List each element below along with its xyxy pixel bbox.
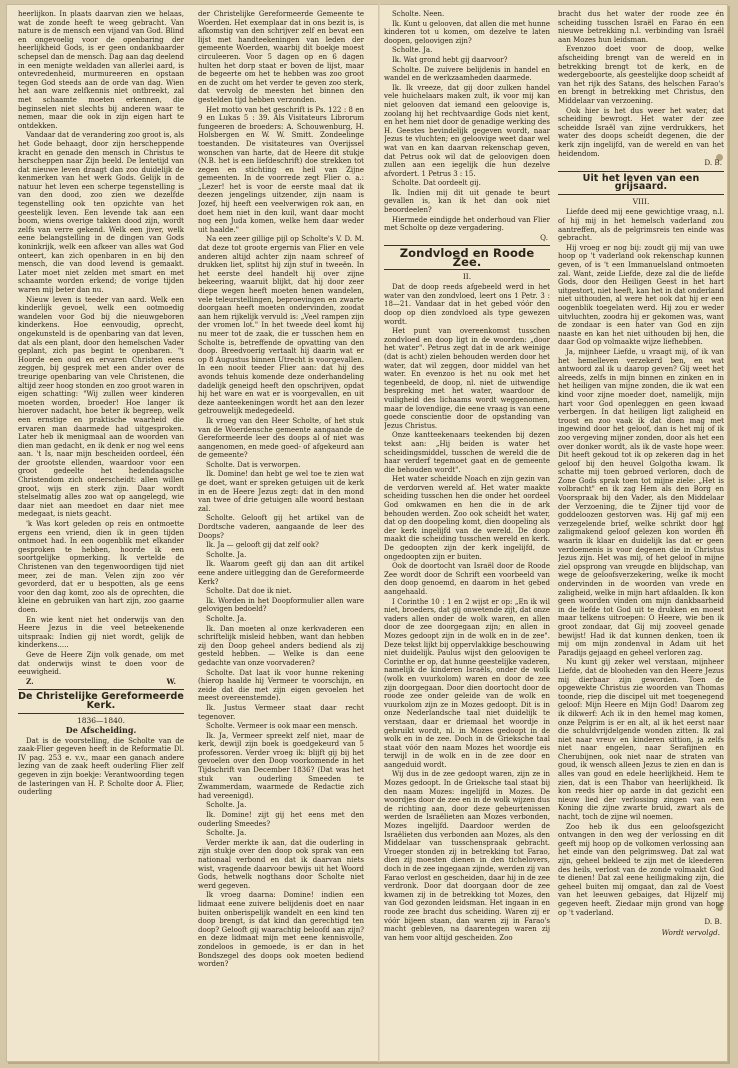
signature-left: Z. <box>26 676 34 686</box>
article-paragraph: Ook de doortocht van Israël door de Roode Zee wordt door de Schrift een voorbeeld van den doop genoemd, en daarom in het gebed aangehaald. <box>384 562 550 596</box>
page-fold <box>378 4 380 1062</box>
section-divider <box>18 713 184 714</box>
dialogue-line: Ik. Ik vreeze, dat gij door zulken handel vele huichelaars maken zult, ik voor mij kan niet gelooven dat iemand een geloovige is, zoolang hij het rechtvaardige Gods niet kent, en het hem niet door de genadige werking des H. Geestes bevindelijk gegeven wordt, naar Jezus te vluchten; en geloovige weet daar wel wat van en kan daarvan rekenschap geven, dat Petrus ook wil dat de geloovigen doen zullen aan een iegelijk die hun dezelve afvordert. 1 Petrus 3 : 15. <box>384 83 550 178</box>
dialogue-line: Ik. Worden in het Doopformulier allen ware gelovigen bedoeld? <box>198 596 364 614</box>
article-paragraph: Na een zeer gillige pijl op Scholte's V. D. M. dat deze tot groote ergernis van Flier en vele anderen altijd achter zijn naam schreef of drukken liet, splitst hij zijn stuf in tweeën. In het eerste deel handelt hij over zijne bekeering, waaruit blijkt, dat hij door zeer diepe wegen heeft moeten henen wandelen, vele teleurstellingen, beproevingen en zwarte doorgaan heeft moeten ondervinden, zoodat aan hem rijkelijk vervuld is: „Veel rampen zijn der vromen lot." In het tweede deel komt hij nu meer tot de zaak, die er tusschen hem en Scholte is, betreffende de opvatting van den doop. Breedvoerig vertaalt hij daarin wat er op 8 Augustus binnen Utrecht is voorgevallen. In een nooit teeder Flier aan: dat hij des avonds tehuis komende deze onderhandeling dadelijk geneigd heeft den opschrijven, opdat hij het ware en wat er is voorgevallen, en uit deze aanteekeningen wordt het aan den lezer getrouwelijk medegedeeld. <box>198 235 364 416</box>
article-paragraph: Zoo heb ik dus een geloofsgezicht ontvangen in den weg der verlossing en dit geeft mij hoop op de volkomen verlossing aan het einde van den pelgrimsweg. Dat zal wat zijn, geheel bekleed te zijn met de kleederen des heils, verlost van de zonde volmaakt God te dienen! Dat zal eene heiligmaking zijn, die geheel buiten mij omgaat, dan zal de Voest van het leeuwen gebaiges, dat Hijzelf mij gegeven heeft. Ziedaar mijn grond van hope op 't vaderland. <box>558 822 724 917</box>
dialogue-line: Ik. Ja — gelooft gij dat zelf ook? <box>206 541 319 550</box>
dialogue-line: Scholte. Dat oordeelt gij. <box>392 179 481 188</box>
signature-right: W. <box>166 676 176 686</box>
column-4 <box>558 10 724 1048</box>
part-number: VIII. <box>632 196 650 206</box>
article-signature: D. B. <box>704 158 722 168</box>
dialogue-line: Scholte. Vermeer is ook maar een mensch. <box>206 722 358 731</box>
article-paragraph: Evenzoo doet voor de doop, welke afscheiding brengt van de wereld en in betrekking brengt tot de kerk, en de wedergeboorte, als geestelijke doop scheidt af van het rijk des Satans, des helschen Farao's en brengt in betrekking met Christus, den Middelaar van verzoening. <box>558 45 724 105</box>
article-paragraph: Vandaar dat de verandering zoo groot is, als het Gode behaagt, door zijn herscheppende kracht en genade den mensch in Christus te herscheppen naar Zijn beeld. De lentetijd van dat nieuwe leven draagt dan zoo duidelijk de kenmerken van het werk Gods. Gelijk in de natuur het leven een scherpe tegenstelling is van den dood, zoo zien we dezelfde tegenstelling ook ten opzichte van het geestelijk leven. Een levende tak aan een boom, wiens overige takken dood zijn, wordt zelfs van verre gekend. Welk een jiver, welk eene belangstelling in de dingen van Gods koninkrijk, welk een afkeer van alles wat God ontеert, kan zich openbaren in en bij den mensch, die van dood levend is gemaakt. Later moet niet zelden met smart en met schaamte worden erkend; de vorige tijden waren mij beter dan nu. <box>18 131 184 294</box>
dialogue-line: Scholte. Gelooft gij het artikel van de Dordtsche vaderen, aangaande de leer des Doops? <box>198 514 364 540</box>
article-paragraph: der Christelijke Gereformeerde Gemeente te Woerden. Het exemplaar dat in ons bezit is, is afkomstig van den schrijver zelf en bevat een lijst met handteekeningen van leden der gemeente Woerden, waarbij dit boekje moest circuleeren. Voor 5 dagen op en 6 dagen hulten het dorp staat er boven de lijst, maar de begeerte om het te hebben was zoo groot en de zucht om het verder te geven zoo sterk, dat vervolg de meesten het binnen den gestelden tijd hebben verzonden. <box>198 10 364 104</box>
article-paragraph: 'k Was kort geleden op reis en ontmoette ergens een vriend, dien ik in geen tijden ontmoet had. In een oogenblik met elkander gesproken te hebben, hoorde ik een soortgelijke opmerking. Ik vertelde de Christenen van den tegenwoordigen tijd niet meer, zei de man. Velen zijn zoo vér gevorderd, dat er u bespotten, als ge eens voor den dag komt, zoo als de oprechten, die kleine en gebruiken van hart zijn, zoo gaarne doen. <box>18 520 184 614</box>
dialogue-line: Scholte. Ja. <box>206 550 247 559</box>
article-paragraph: Het punt van overeenkomst tusschen zondvloed en doop ligt in de woorden: „door het water". Petrus zegt dat in de ark weinige (dat is acht) zielen behouden werden door het water, dat wil zeggen, door middel van het water. En evenzoo is het nu ook met het tegenbeeld, de doop, nl. niet de uitwendige bespreking met het water, waardoor de vuiligheid des lichaams wordt weggenomen, maar de lovendige, die eene vraag is van eene goede conscientie door de opstanding van Jezus Christus. <box>384 327 550 430</box>
dialogue-line: Ik. Waarom geeft gij dan aan dit artikel eene andere uitlegging dan de Gereformeerde Kerk? <box>198 560 364 586</box>
column-3 <box>384 10 550 1048</box>
subsection-title: De Afscheiding. <box>65 725 137 736</box>
dialogue-line: Ik. Indien mij dit uit genade te beurt gevallen is, kan ik het dan ook niet beoordeelen? <box>384 188 550 215</box>
article-paragraph: En wie kent niet het onderwijs van den Heere Jezus in die veel beteekenende uitspraak: Indien gij niet wordt, gelijk de kinderkens..... <box>18 615 184 650</box>
article-paragraph: Nu kunt gij zeker wel verstaan, mijnheer Liefde, dat de blooheden van den Heere Jezus mij dierbaar zijn geworden. Toen de opgewekte Christus zie woorden van Thomas toonde, riep die discipel uit met toegenegend geloof: Mijn Heere en Mijn God! Daarom zeg ik dikwerf: Ach ik in den hemel mag komen, onze Pelgrim is er en alt, al ik het eerst naar die schuldvrijdelgende wonden zitten. Ik zal niet naar vreuv en kinderen sittion, ja zelfs niet naar engelen, naar Serafijnen en Cherubijnen, ook niet naar de straten van goud, ik wensch alleen Jezus te zien en dan is alles van goud en edele heerlijkheid. Hem te zien, dat is een Thabor van heerlijkheid. Ik kon reeds hier op aarde in dat gezicht een nieuw lied der verlossing zingen van een Koning die zijne zwarte bruid, zwart als de nacht, toch de zijne wil noemen. <box>558 658 724 822</box>
article-paragraph: Ja, mijnheer Liefde, u vraagt mij, of ik van het hemelleven verzekerd ben, en wat antwoord zal ik u daarop geven? Gij weet het alreeds, zelfs in mijn binnen en zinken en in het heiligen van mijne zonden, die ik wat een kind voor zijne moeder doet, namelijk, mijn hart voor God openleggen en geen kwaad verbergen. In dat heiligen ligt zaligheid en troost en zoo vaak ik dat doen mag met ingewind door het geloof, dan is het mij of ik zoo vergeving mijner zonden, door als het een over donker wordt, als ik de vaste hope weer. Dit heeft gekoud tot ik op zekeren dag in het geloof bij den heuvel Golgotha kwam. Ik schatte mij toen gebroed verloren, doch de Zone Gods sprak toen tot mijne ziele: „Het is volbracht" en ik zag Hem als den Borg en Voorspraak bij den Vader, als den Middelaar der Verzoening, die te Zijner tijd voor de goddeloozen gestorven was. Hij gaf mij een verzegelende brief, welke schrikt door het zaligmakend geloof gelezen kon worden en waarin ik klaar en duidelijk las dat er geen verdoemenis is voor degenen die in Christus Jezus zijn. Het was mij, of het geloof in mijne ziel opsprong van vreugde en blijdschap, van wege de geloofsverzekering, welke ik mocht ondervinden in de woorden van vrede en zaligheid, welke in mijn hart afdaalden. Ik kon geen woorden vinden om mijn dankbaarheid in de liefde tot God uit te drukken en moest maar telkens uitroepen: O Heere, wie ben ik groot zondaar, dat Gij mij zooveel genade bewijst! Had ik dat kunnen denken, toen ik mij om mijn zondenval in Adam uit het Paradijs gejaagd en geheel verloren zag. <box>558 347 724 657</box>
article-paragraph: Wij dus in de zee gedoopt waren, zijn ze in Mozes gedoopt. In de Grieksche taal staat bij den naam Mozes: ingelijfd in Mozes. De woordjes door de zee en in de wolk wijzen dus de richting aan, door deze gebeurtenissen werden de Israëlieten aan Mozes verbonden, Mozes ingelijfd. Daardoor werden de Israëlieten dus verbonden aan Mozes, als den Middelaar van tusschenspraak gebracht. Vroeger stonden zij in betrekking tot Farao, dien zij moesten dienen in den tichelovers, doch in de zee ingegaan zijnde, werden zij van Farao verlost en gescheiden, daar hij in de zee verdronk. Door dat doorgaan door de zee kwamen zij in de betrekking tot Mozes, den van God gezonden leidsman. Het ingaan in en roode zee bracht dus scheiding. Waren zij er vóór bijeen staan, dan waren zij in Farao's macht gebleven, na daarentegen waren zij van hem voor altijd gescheiden. Zoo <box>384 770 550 942</box>
column-2 <box>198 10 364 1048</box>
section-title-grijsaard: Uit het leven van een grijsaard. <box>582 172 700 193</box>
section-divider <box>558 171 724 172</box>
newspaper-page <box>6 4 728 1062</box>
dialogue-line: Scholte. Dat laat ik voor hunne rekening (hierop haalde hij Vermeer te voorschijn, en zeide dat die met zijn eigen gevoelen het meest overeenstemde). <box>198 668 364 703</box>
dialogue-line: Ik. Ja, Vermeer spreekt zelf niet, maar de kerk, dewijl zijn boek is goedgekeurd van 5 professoren. Verder vroeg ik: blijft gij bij het gevoelen over den Doop voorkomende in het Tijdschrift van December 1836? (Dat was het stuk van ouderling Smeeden te Zwammerdam, waarmede de Redactie zich had vereenigd). <box>198 731 364 800</box>
section-title-zondvloed: Zondvloed en Roode Zee. <box>399 246 535 270</box>
article-paragraph: I Corinthe 10 : 1 en 2 wijst er op: „En ik wil niet, broeders, dat gij onwetende zijt, dat onze vaders allen onder de wolk waren, en allen door de zee doorgegaan zijn; en allen in Mozes gedoopt zijn in de wolk en in de zee". Deze tekst lijkt bij oppervlakkige beschouwing niet duidelijk. Paulus wijst den geloovigen te Corinthe er op, dat hunne geestelijke vaderen, namelijk de kinderen Israëls, onder de wolk (wolk en vuurkolom) waren en door de zee zijn doorgegaan. Door dien doortocht door de roode zee onder geleide van de wolk en vuurkolom zijn ze in Mozes gedoopt. Dit is in onze Nederlandsche taal niet duidelijk te verstaan, daar er driemaal het woordje in gebruikt wordt, nl. in Mozes gedoopt in de wolk en in de zee. Doch in de Grieksche taal staat vóór den naam Mozes het woordje eis terwijl in de wolk en in de zee door en aangeduid wordt. <box>384 597 550 769</box>
article-paragraph: Ook hier is het dus weer het water, dat scheiding bewrogt. Het water der zee scheidde Israël van zijne verdrukkers, het water des doops scheidt degenen, die der kerk zijn ingelijfd, van de wereld en van het heidendom. <box>558 106 724 158</box>
to-be-continued: Wordt vervolgd. <box>661 927 720 937</box>
dialogue-line: Ik. Kunt u gelooven, dat allen die met hunne kinderen tot u komen, om dezelve te laten doopen, geloovigen zijn? <box>384 19 550 45</box>
article-paragraph: Dat is de voorstelling, die Scholte van de zaak-Flier gegeven heeft in de Reformatie Dl. IV pag. 253 e. v.v., maar een ganach andere lezing van de zaak heeft ouderling Flier zelf gegeven in zijn boekje: Verantwoording tegen de lasteringen van H. P. Scholte door A. Flier, ouderling <box>18 736 184 797</box>
dialogue-line: Ik vroeg van den Heer Scholte, of het stuk van de Woerdensche gemeente aangaande de Gereformeerde leer des doops al of niet was aangenomen, en mede goed- of afgekeurd aan de gemeente? <box>198 416 364 460</box>
article-paragraph: Het water scheidde Noach en zijn gezin van de verdorven wereld af. Het water maakte scheiding tusschen hen die onder het oordeel God omkwamen en hen die in de ark behouden werden. Zoo ook scheidt het water, dat op den doopeling komt, dien doopeling als der kerk ingelijfd van de wereld. De doop maakt die scheiding tusschen wereld en kerk. De gedoopten zijn der kerk ingelijfd, de ongedoopten zijn er buiten. <box>384 475 550 561</box>
article-signature <box>26 678 176 687</box>
dialogue-line: Scholte. Ja. <box>206 614 247 623</box>
article-paragraph: heerlijkon. In plaats daarvan zien we helaas, wat de zonde heeft te weeg gebracht. Van nature is de mensch een vijand van God. Blind en ongevoelig voor de openbaring der heerlijkheid Gods, is er geen ondankbaarder schepsel dan de mensch. Dag aan dag deelend in een menigte weldaden van allerlei aard, is ontevredenheid, murmureeren en opstaan tegen God steeds aan de orde van dag. Wien het aan ware zelfkennis niet ontbreekt, zal met schaamte moeten erkennen, die beginselen niet slechts bij anderen waar te nemen, maar die ook in zijn eigen hart te ontdekken. <box>18 10 184 130</box>
dialogue-line: Ik. Dan moeten al onze kerkvaderen een schriftelijk misleid hebben, want dan hebben zij den Doop geheel anders bediend als zij gesteld hebben. — Welke is dan eene gedachte van onze voorvaderen? <box>198 624 364 667</box>
dialogue-line: Ik. Justus Vermeer staat daar recht tegenover. <box>198 703 364 721</box>
article-paragraph: bracht dus het water der roode zee én scheiding tusschen Israël en Farao én een nieuwe betrekking n.l. verbinding van Israël aan Mozes hun leidsman. <box>558 10 724 44</box>
dialogue-line: Scholte. Dat doe ik niet. <box>206 587 292 596</box>
dialogue-line: Scholte. Ja. <box>392 46 433 55</box>
dialogue-line: Scholte. Neen. <box>392 10 445 18</box>
section-divider <box>18 689 184 690</box>
article-paragraph: Liefde deed mij eene gewichtige vraag, n.l. of hij mij in het hemelsch vaderland zou aantreffen, als de pelgrimsreis ten einde was gebracht. <box>558 208 724 243</box>
section-divider <box>558 194 724 195</box>
part-number: II. <box>462 271 472 281</box>
article-paragraph: Ik vroeg daarna: Domine! indien een lidmaat eene zuivere belijdenis doet en naar buiten onberispelijk wandelt en een kind ten doop brengt, is dat kind dan gerechtigd ten doop? Gelooft gij waarachtig beloofd aan zijn? en deze lidmaat mijn met eene kennisvolle, zondeloos in gemoede, is er dan in het Bondszegel des doops ook moeten bediend worden? <box>198 891 364 969</box>
article-signature: Q. <box>540 232 548 242</box>
article-paragraph: Geve de Heere Zijn volk genade, om met dat onderwijs winst te doen voor de eeuwigheid. <box>18 650 184 677</box>
section-title-kerk: De Christelijke Gereformeerde Kerk. <box>18 691 184 711</box>
dialogue-line: Ik. Domine! zijt gij het eens met den ouderling Smeedes? <box>198 811 364 828</box>
article-paragraph: Dat de doop reeds afgebeeld werd in het water van den zondvloed, leert ons 1 Petr. 3 : 18—21. Vandaar dat in het gebed vóór den doop op dien zondvloed als type gewezen wordt. <box>384 283 550 326</box>
dialogue-line: Scholte. Ja. <box>206 829 247 838</box>
dialogue-line: Ik. Domine! dan hebt ge wel toe te zien wat ge doet, want er spreken getuigen uit de kerk in en de Heere Jezus zegt: dat in den mond van twee of drie getuigen alle woord bestaan zal. <box>198 470 364 513</box>
section-years: 1836—1840. <box>76 715 126 725</box>
article-paragraph: Het motto van het geschrift is Ps. 122 : 8 en 9 en Lukas 5 : 39. Als Visitateurs Librorum fungeeren de broeders: A. Schouwenburg, H. Holsbergen en W. W. Smitt. Zondeelinge toestanden. De visitateures van Overijssel wonschen van harte, dat de Heere dit stukje (N.B. het is een liefdeschrift) doe strekken tot zegen en stichting en heil van Zijne gemeenten. In de voorrede zegt Flier o. a.: „Lezer! het is voor de eerste maal dat ik deezen jengelings uitzender, zijn naam is Jozef, hij heeft een veelverwigen rok aan, en doet hem niet in den kuil, want daar mocht nog een Juda komen, welke hem daar weder uit haalde." <box>198 105 364 234</box>
dialogue-line: Scholte. Dat is verworpen. <box>206 460 301 469</box>
article-paragraph: Hij vroeg er nog bij: zoudt gij mij van uwe hoop op 't vaderland ook rekenschap kunnen geven, of is 't een Immanuelsland ontmoeten zal. Want, zeide Liefde, deze zal die de liefde Gods, door den Heiligen Geest in het hart uitgestort, niet heeft, kan het in dat onderland niet uithouden, al were het ook dat hij er een oogenblik toegelaten werd. Hij zou er weder uitvluchten, zoodra hij er gekomen was, want de zondaar is een hater van God en zijn naaste en kan het niet uithouden bij hen, die daar God op volmaakte wijze liefhebben. <box>558 243 724 347</box>
article-paragraph: Hiermede eindigde het onderhoud van Flier met Scholte op deze vergadering. <box>384 215 550 233</box>
dialogue-line: Scholte. Ja. <box>206 801 247 810</box>
article-paragraph: Onze kantteekenaars teekenden bij dezen tekst aan: „Hij beiden is water het scheidingsmiddel, tusschen de wereld die de haar verderf tegemoet gaat en de gemeente die behouden wordt". <box>384 431 550 474</box>
dialogue-line: Ik. Wat grond hebt gij daarvoor? <box>392 55 508 64</box>
dialogue-line: Scholte. De zuivere belijdenis in handel en wandel en de werkzaamheden daarmede. <box>384 65 550 83</box>
article-paragraph: Verder merkte ik aan, dat die ouderling in zijn stukje over den doop ook sprak van een nationaal verbond en dat ik daarvan niets wist, vragende daarvoor bewijs uit het Woord Gods, hetwelk nogthans door Scholte niet werd gegeven. <box>198 838 364 890</box>
column-1 <box>18 10 184 1048</box>
article-signature: D. B. <box>704 917 722 927</box>
article-paragraph: Nieuw leven is teeder van aard. Welk een kinderlijk gevoel, welk een ootmoedig wandelen voor God bij die nieuwgeboren kinderkens. Hoe eenvoudig, oprecht, ongekunsteld is de openbaring van dat leven, dat als een plant, door den hemelschen Vader geplant, zich pas begint te openbaren. "t Hoorde een oud en ervaren Christen eens zeggen, bij gesprek met een ander over de treurige openbaring van vele Christenen, die altijd zeer hoog stonden en zoo groot waren in eigen schatting: "Wij zullen weer kinderen moeten worden, broeder! Hoe langer ik hierover nadacht, hoe beter ik begreep, welk een ernstige en praktische waarheid die ervaren man daarmede had uitgesproken. Later heb ik menigmaal aan de woorden van dien man gedacht, en ik denk er nog wel eens aan. 't Is, naar mijn bescheiden oordeel, één der grootste ellenden, waardoor voor een groot gedeelte het hedendaagsche Christendom zich onderscheidt: allen willen groot, wijs en sterk zijn. Daar wordt stelselmatig alles zoo wat op aangelegd, wie daar niet aan meedoet en daar niet mee medegaat, is niets geacht. <box>18 295 184 519</box>
